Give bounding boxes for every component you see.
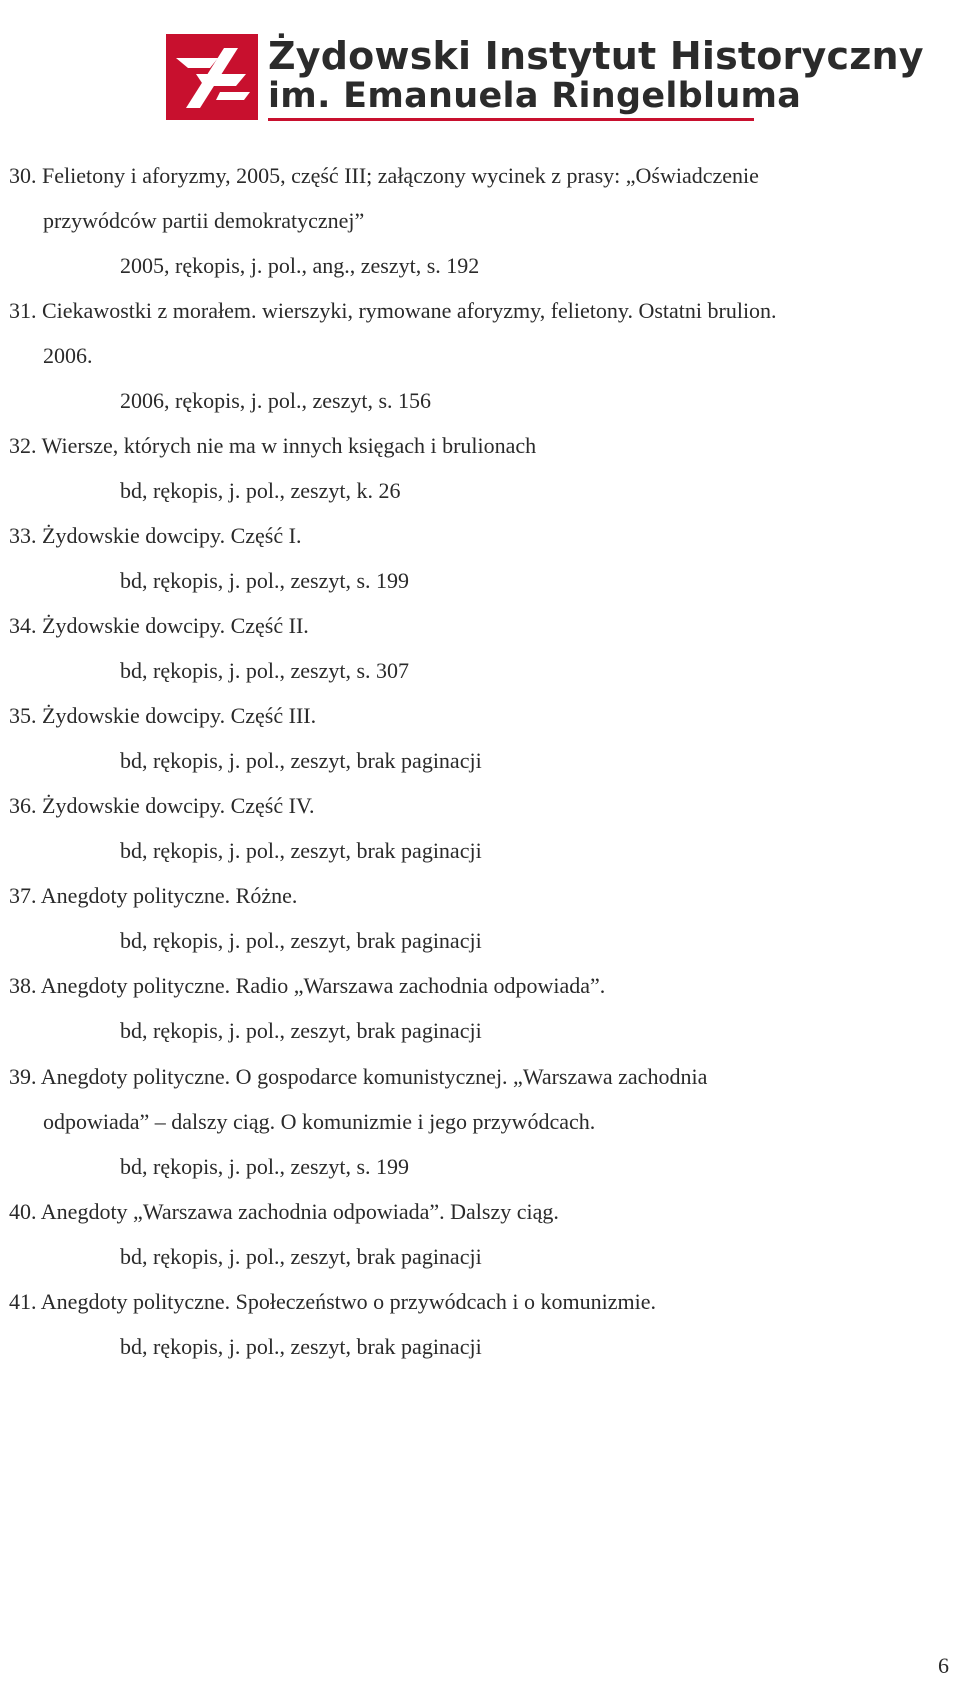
institute-name: Żydowski Instytut Historyczny [268,34,924,78]
entry-title: 37. Anegdoty polityczne. Różne. [9,883,298,908]
entry-title: 30. Felietony i aforyzmy, 2005, część III; załączony wycinek z prasy: „Oświadczenie [9,163,759,188]
entry-title-continued: odpowiada” – dalszy ciąg. O komunizmie i jego przywódcach. [43,1109,596,1134]
institute-patron: im. Emanuela Ringelbluma [268,76,802,116]
entry-detail: bd, rękopis, j. pol., zeszyt, brak paginacji [120,928,482,953]
entry-detail: bd, rękopis, j. pol., zeszyt, brak paginacji [120,748,482,773]
entry-detail: bd, rękopis, j. pol., zeszyt, brak paginacji [120,1334,482,1359]
page-number: 6 [938,1653,949,1678]
entry-title: 31. Ciekawostki z morałem. wierszyki, rymowane aforyzmy, felietony. Ostatni brulion. [9,298,777,323]
entry-title: 40. Anegdoty „Warszawa zachodnia odpowiada”. Dalszy ciąg. [9,1199,559,1224]
entry-detail: 2006, rękopis, j. pol., zeszyt, s. 156 [120,388,432,413]
entry-title-continued: przywódców partii demokratycznej” [43,208,365,233]
entry-title: 41. Anegdoty polityczne. Społeczeństwo o przywódcach i o komunizmie. [9,1289,657,1314]
entry-title: 34. Żydowskie dowcipy. Część II. [9,613,309,638]
entry-detail: bd, rękopis, j. pol., zeszyt, brak paginacji [120,1018,482,1043]
entry-detail: bd, rękopis, j. pol., zeszyt, k. 26 [120,478,401,503]
entry-title: 36. Żydowskie dowcipy. Część IV. [9,793,315,818]
page-header [0,0,960,130]
entry-detail: bd, rękopis, j. pol., zeszyt, s. 199 [120,568,410,593]
entry-detail: bd, rękopis, j. pol., zeszyt, s. 199 [120,1154,410,1179]
entry-title: 35. Żydowskie dowcipy. Część III. [9,703,317,728]
entry-detail: bd, rękopis, j. pol., zeszyt, brak paginacji [120,1244,482,1269]
entry-title: 33. Żydowskie dowcipy. Część I. [9,523,302,548]
entry-detail: bd, rękopis, j. pol., zeszyt, brak paginacji [120,838,482,863]
entry-title-continued: 2006. [43,343,93,368]
entry-title: 39. Anegdoty polityczne. O gospodarce komunistycznej. „Warszawa zachodnia [9,1064,708,1089]
entry-detail: bd, rękopis, j. pol., zeszyt, s. 307 [120,658,410,683]
institute-logo-icon [166,34,258,120]
header-divider [268,118,754,121]
entry-title: 32. Wiersze, których nie ma w innych księgach i brulionach [9,433,537,458]
entry-detail: 2005, rękopis, j. pol., ang., zeszyt, s. 192 [120,253,480,278]
entry-title: 38. Anegdoty polityczne. Radio „Warszawa zachodnia odpowiada”. [9,973,606,998]
